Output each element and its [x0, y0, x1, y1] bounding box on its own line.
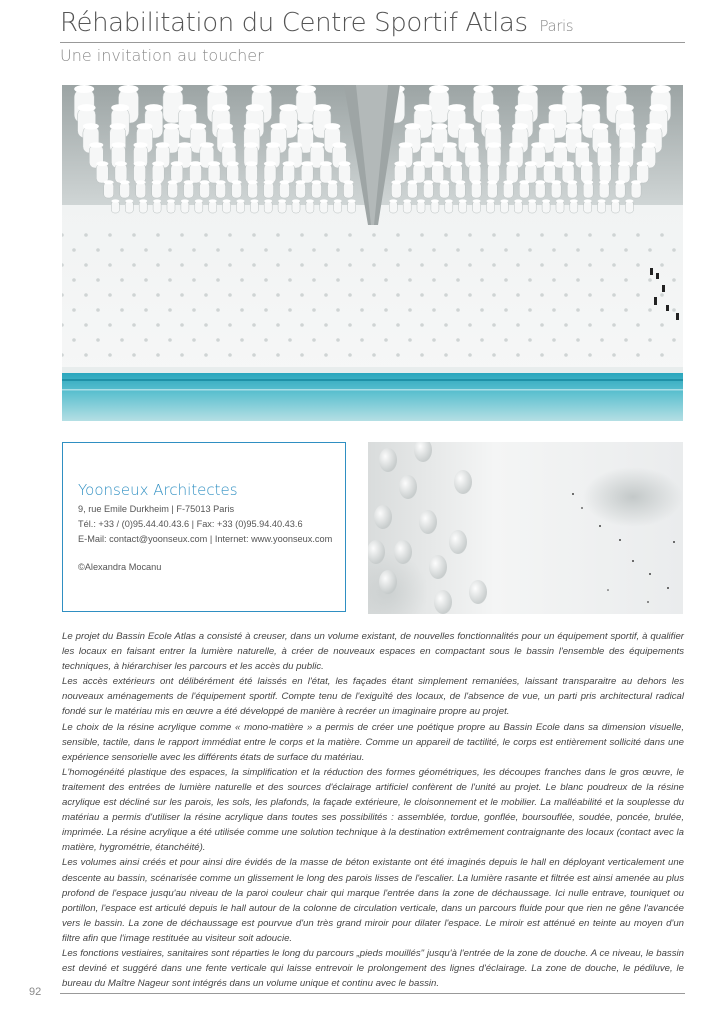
pool-hall-illustration — [62, 85, 683, 421]
paragraph: Les accès extérieurs ont délibérément été laissés en l'état, les façades étant simplement remaniées, laissant transparaitre au dehors les nouveaux aménagements de l'équipement sportif. Compte tenu de l'exiguïté des locaux, de l'absence de vue, un parti pris architectural radical fondé sur le matériau mis en œuvre a été développé de manière à recréer un imaginaire propre au projet. — [62, 676, 684, 718]
page-subtitle: Une invitation au toucher — [60, 46, 264, 65]
photo-credit: ©Alexandra Mocanu — [78, 562, 162, 572]
paragraph: Les volumes ainsi créés et pour ainsi dire évidés de la masse de béton existante ont été imaginés depuis le hall en déployant verticalement une descente au bassin, scénarisée comme un glissement le long des parois lisses de l'escalier. La lumière rasante et filtrée est ainsi amenée au plus profond de l'espace jusqu'au niveau de la paroi couleur chair qui marque l'entrée dans la zone de déchaussage. Ici nulle entrave, touniquet ou portillon, l'espace est articulé depuis le hall autour de la colonne de circulation verticale, dans un parcours fluide pour que rien ne gêne l'avancée vers le bassin. La zone de déchaussage est pourvue d'un très grand miroir pour dilater l'espace. Le miroir est atténué en teinte au moyen d'un filtre afin que l'image restituée au visiteur soit adoucie. — [62, 857, 684, 944]
title-city: Paris — [539, 17, 574, 35]
architect-contact: E-Mail: contact@yoonseux.com | Internet: www.yoonseux.com — [78, 534, 333, 544]
acrylic-wall-illustration — [368, 442, 683, 614]
architect-phone-fax: Tél.: +33 / (0)95.44.40.43.6 | Fax: +33 (0)95.94.40.43.6 — [78, 519, 303, 529]
detail-photo — [368, 442, 683, 614]
paragraph: Le projet du Bassin Ecole Atlas a consisté à creuser, dans un volume existant, de nouvelles fonctionnalités pour un équipement sportif, à qualifier les locaux en faisant entrer la lumière naturelle, à créer de nouveaux espaces en compactant sous le bassin l'ensemble des équipements techniques, à hiérarchiser les parcours et les accès du public. — [62, 631, 684, 673]
paragraph: Les fonctions vestiaires, sanitaires sont réparties le long du parcours „pieds mouillés" jusqu'à l'entrée de la zone de douche. A ce niveau, le bassin est deviné et suggéré dans une fente verticale qui laisse entrevoir le prolongement des lignes d'éclairage. La zone de douche, le pédiluve, le bureau du Maître Nageur sont intégrés dans un volume unique et continu avec le bassin. — [62, 947, 684, 990]
article-body — [62, 629, 684, 991]
architect-info-box — [62, 442, 346, 612]
hero-photo — [62, 85, 683, 421]
page-title — [60, 8, 685, 38]
title-text: Réhabilitation du Centre Sportif Atlas — [60, 8, 528, 38]
architect-address: 9, rue Emile Durkheim | F-75013 Paris — [78, 504, 235, 514]
header-rule — [60, 42, 685, 43]
page-number: 92 — [29, 986, 42, 998]
paragraph: Le choix de la résine acrylique comme « mono-matière » a permis de créer une poétique propre au Bassin Ecole dans sa dimension visuelle, sensible, tactile, dans le rapport immédiat entre le corps et la matière. Comme un appareil de tactilité, le corps est entièrement sollicité dans une expérience sensorielle avec les différents états de surface du matériau. — [62, 721, 684, 763]
architect-firm-name: Yoonseux Architectes — [78, 481, 238, 499]
paragraph: L'homogénéité plastique des espaces, la simplification et la réduction des formes géométriques, les découpes franches dans le gros œuvre, le traitement des entrées de lumière naturelle et des sources d'éclairage artificiel confèrent de l'unité au projet. Le blanc poudreux de la résine acrylique est décliné sur les parois, les sols, les plafonds, la façade extérieure, le cloisonnement et le mobilier. La malléabilité et la souplesse du matériau a permis d'utiliser la résine acrylique dans toutes ses possibilités : assemblée, tordue, gonflée, boursouflée, soudée, poncée, brulée, imprimée. La résine acrylique a été utilisée comme une solution technique à la destination extrêmement contraignante des locaux (contact avec la matière, hygrométrie, étanchéité). — [62, 766, 684, 854]
footer-rule — [60, 993, 685, 994]
